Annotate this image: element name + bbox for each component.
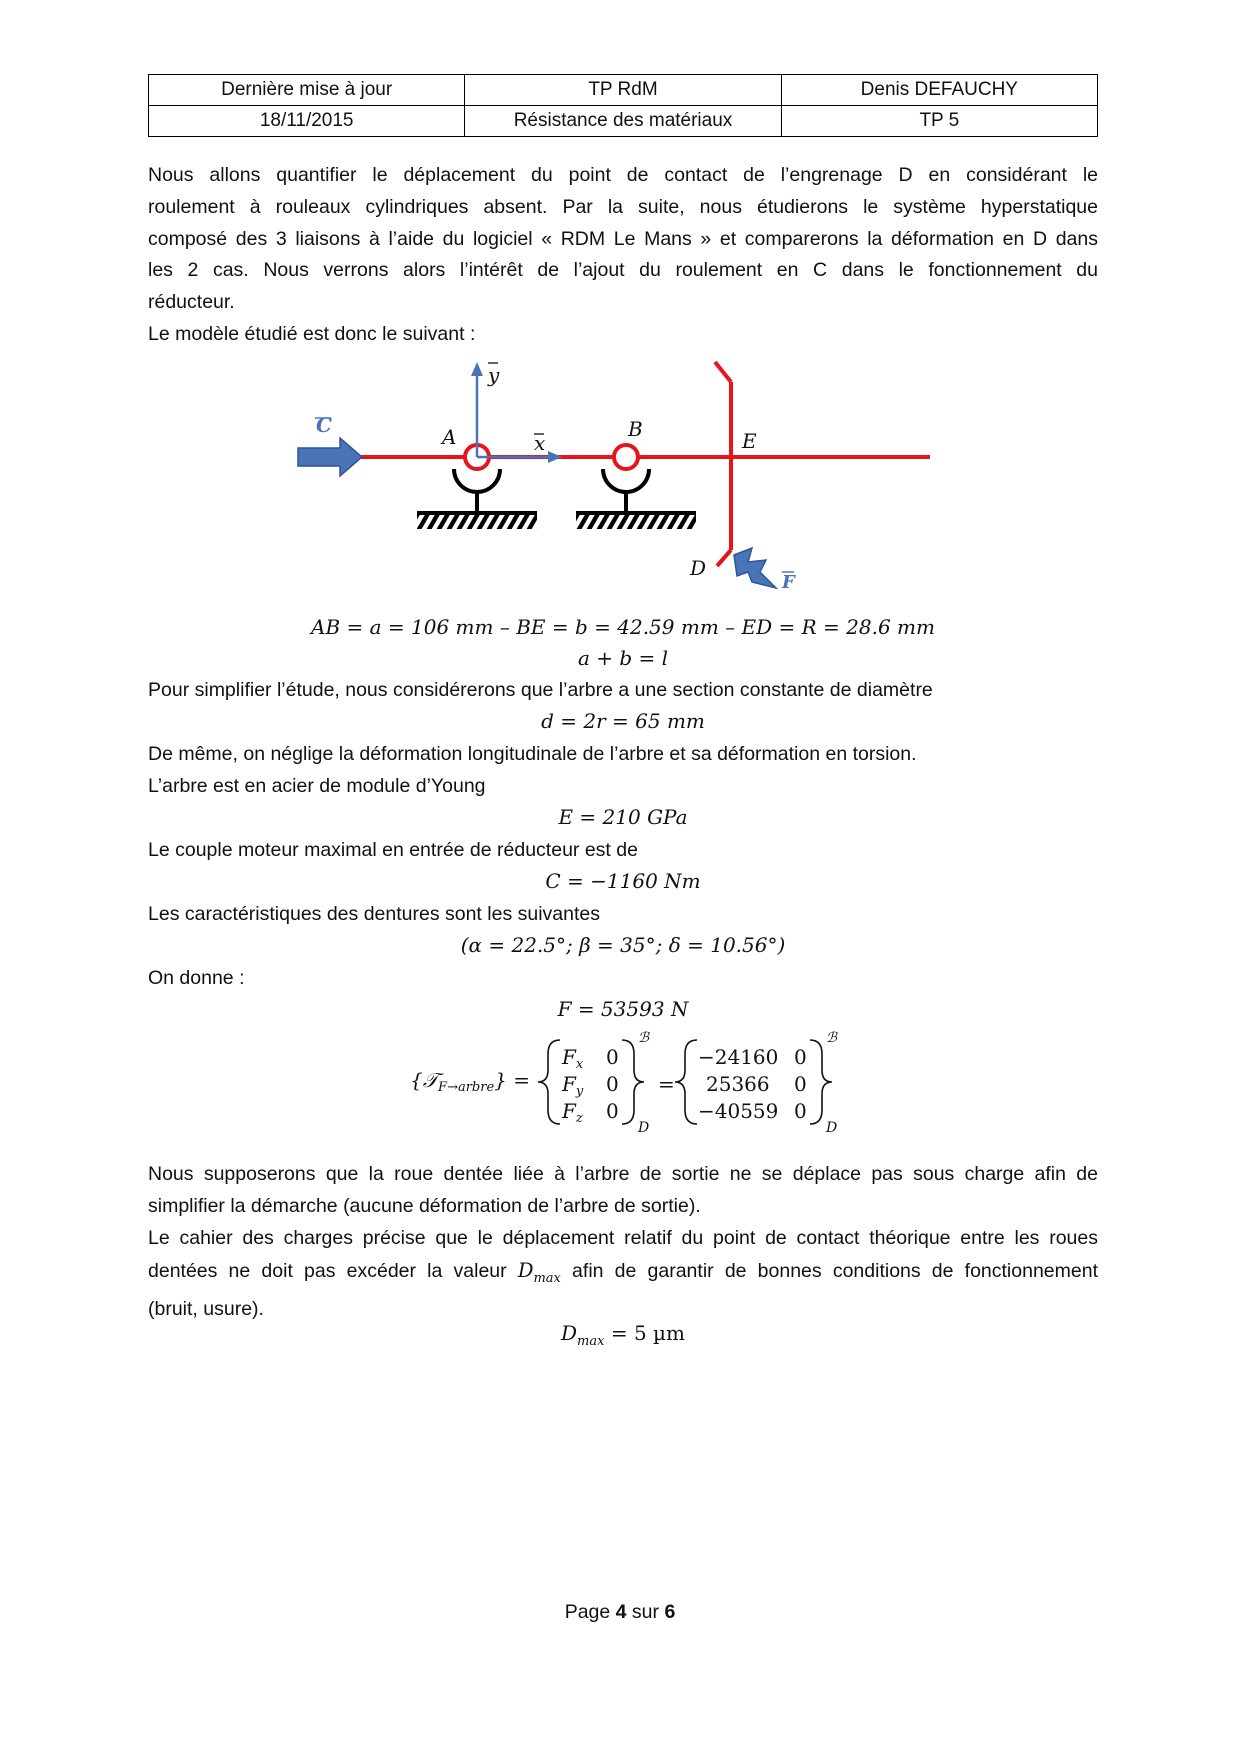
x-axis-label: x [534,431,546,455]
text-young: L’arbre est en acier de module d’Young [148,775,486,797]
y-axis-arrowhead [471,362,483,376]
torsor-m3: 0 [606,1099,619,1123]
intro-line-3: composé des 3 liaisons à l’aide du logiciel « RDM Le Mans » et comparerons la déformation en D dans [148,227,1098,250]
right-brace-1 [622,1040,644,1124]
torsor-base-1: ℬ [638,1030,650,1046]
header-tp: TP 5 [781,106,1097,137]
torque-label: C [316,413,332,437]
equation-couple: C = −1160 Nm [545,869,701,893]
left-brace-1 [538,1040,560,1124]
left-brace-2 [675,1040,697,1124]
torsor-m1: 0 [606,1045,619,1069]
torsor-equals: = [658,1072,675,1096]
torsor-equation [410,1028,850,1138]
text-cahier-line-2: dentées ne doit pas excéder la valeur $D_{max}$ afin de garantir de bonnes conditions de fonctionnement [148,1258,1098,1286]
text-on-donne: On donne : [148,967,245,989]
intro-line-2: roulement à rouleaux cylindriques absent. Par la suite, nous étudierons le système hyperstatique [148,195,1098,218]
text-deformation: De même, on néglige la déformation longitudinale de l’arbre et sa déformation en torsion. [148,743,917,765]
equation-young: E = 210 GPa [558,805,688,829]
page-total: 6 [664,1601,676,1623]
text-roue-line-1: Nous supposerons que la roue dentée liée à l’arbre de sortie ne se déplace pas sous charge afin de [148,1163,1098,1185]
page-footer: Page 4 sur 6 [564,1601,676,1623]
force-arrow [734,548,776,588]
text-roue-line-2: simplifier la démarche (aucune déformation de l’arbre de sortie). [148,1194,701,1217]
torsor-lhs: {𝒯$_{F\to arbre}$} = [410,1068,530,1095]
torsor-w1: 0 [794,1045,807,1069]
torsor-point-2: D [826,1120,838,1136]
text-cahier [148,1223,1098,1326]
header-table [148,74,1098,137]
intro-line-6: Le modèle étudié est donc le suivant : [148,322,476,345]
intro-line-4: les 2 cas. Nous verrons alors l’intérêt de l’ajout du roulement en C dans le fonctionnement du [148,259,1098,282]
header-date: 18/11/2015 [149,106,465,137]
intro-line-5: réducteur. [148,291,235,314]
text-cahier-line-3: (bruit, usure). [148,1298,264,1321]
joint-b [614,445,638,469]
torsor-v2: 25366 [706,1072,770,1096]
header-course: TP RdM [465,75,781,106]
torsor-fx: $F_x$ [562,1045,584,1072]
torsor-v3: −40559 [698,1099,779,1123]
text-cahier-line-1: Le cahier des charges précise que le déplacement relatif du point de contact théorique entre les roues [148,1227,1098,1249]
point-d-label: D [690,556,707,580]
torsor-point-1: D [638,1120,650,1136]
text-section: Pour simplifier l’étude, nous considérerons que l’arbre a une section constante de diamètre [148,679,933,701]
x-axis-arrowhead [548,451,562,463]
support-b-cup [603,469,649,492]
torsor-base-2: ℬ [826,1030,838,1046]
intro-line-1: Nous allons quantifier le déplacement du point de contact de l’engrenage D en considérant le [148,164,1098,186]
ground-b-hatch [576,515,696,529]
header-updated-label: Dernière mise à jour [149,75,465,106]
torsor-fz: $F_z$ [562,1099,583,1126]
shaft-model-diagram [290,350,950,610]
equation-angles: (α = 22.5°; β = 35°; δ = 10.56°) [460,933,786,957]
point-a-label: A [442,425,457,449]
gear-tooth-bottom [717,550,731,566]
torsor-v1: −24160 [698,1045,779,1069]
text-couple: Le couple moteur maximal en entrée de réducteur est de [148,839,638,861]
torsor-fy: $F_y$ [562,1072,584,1099]
equation-diameter: d = 2r = 65 mm [541,709,705,733]
equation-dimensions: AB = a = 106 mm – BE = b = 42.59 mm – ED = R = 28.6 mm [311,615,935,639]
torsor-w3: 0 [794,1099,807,1123]
torque-arrow [298,438,362,476]
torsor-w2: 0 [794,1072,807,1096]
header-author: Denis DEFAUCHY [781,75,1097,106]
text-dentures: Les caractéristiques des dentures sont les suivantes [148,903,600,925]
intro-paragraph [148,160,1098,351]
header-subject: Résistance des matériaux [465,106,781,137]
equation-sum: a + b = l [577,646,669,670]
text-roue [148,1159,1098,1223]
torsor-m2: 0 [606,1072,619,1096]
support-a-cup [454,469,500,492]
y-axis-label: y [488,363,500,387]
point-b-label: B [628,417,643,441]
equation-dmax: $D_{max} = 5$ µm [561,1321,685,1349]
right-brace-2 [810,1040,832,1124]
equation-force: F = 53593 N [557,997,689,1021]
point-e-label: E [742,429,757,453]
gear-tooth-top [715,362,731,382]
page-number: 4 [615,1601,627,1623]
force-label: F [782,572,795,593]
ground-a-hatch [417,515,537,529]
